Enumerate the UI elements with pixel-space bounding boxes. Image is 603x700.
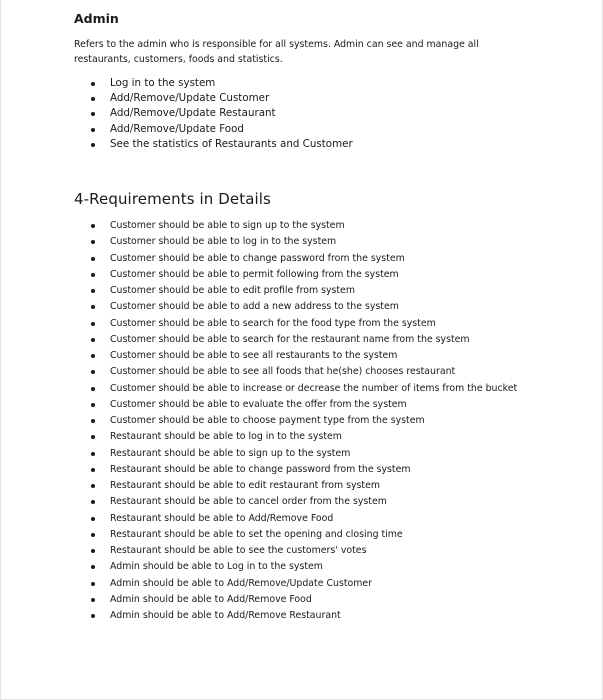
list-item: Customer should be able to search for the food type from the system: [91, 316, 517, 332]
admin-description: Refers to the admin who is responsible for all systems. Admin can see and manage all restaurants, customers, foods and statistics.: [74, 39, 479, 65]
list-item: Customer should be able to permit following from the system: [91, 267, 517, 283]
list-item: See the statistics of Restaurants and Customer: [91, 137, 353, 152]
list-item: Admin should be able to Add/Remove/Update Customer: [91, 576, 517, 592]
list-item: Log in to the system: [91, 76, 353, 91]
list-item: Restaurant should be able to edit restaurant from system: [91, 478, 517, 494]
list-item: Restaurant should be able to log in to the system: [91, 429, 517, 445]
list-item: Customer should be able to see all restaurants to the system: [91, 348, 517, 364]
admin-capabilities-list: [91, 76, 353, 152]
list-item: Customer should be able to see all foods that he(she) chooses restaurant: [91, 364, 517, 380]
list-item: Admin should be able to Add/Remove Restaurant: [91, 608, 517, 624]
list-item: Customer should be able to log in to the system: [91, 234, 517, 250]
list-item: Restaurant should be able to Add/Remove Food: [91, 511, 517, 527]
list-item: Admin should be able to Log in to the system: [91, 559, 517, 575]
list-item: Customer should be able to add a new address to the system: [91, 299, 517, 315]
list-item: Restaurant should be able to change password from the system: [91, 462, 517, 478]
list-item: Customer should be able to evaluate the offer from the system: [91, 397, 517, 413]
list-item: Customer should be able to choose payment type from the system: [91, 413, 517, 429]
list-item: Add/Remove/Update Food: [91, 122, 353, 137]
list-item: Add/Remove/Update Restaurant: [91, 106, 353, 121]
list-item: Customer should be able to sign up to the system: [91, 218, 517, 234]
list-item: Customer should be able to increase or decrease the number of items from the bucket: [91, 381, 517, 397]
list-item: Customer should be able to edit profile from system: [91, 283, 517, 299]
list-item: Admin should be able to Add/Remove Food: [91, 592, 517, 608]
list-item: Restaurant should be able to set the opening and closing time: [91, 527, 517, 543]
requirements-heading: 4-Requirements in Details: [74, 190, 271, 208]
list-item: Customer should be able to search for the restaurant name from the system: [91, 332, 517, 348]
list-item: Restaurant should be able to cancel order from the system: [91, 494, 517, 510]
admin-heading: Admin: [74, 11, 119, 26]
list-item: Customer should be able to change password from the system: [91, 251, 517, 267]
list-item: Restaurant should be able to see the customers' votes: [91, 543, 517, 559]
list-item: Add/Remove/Update Customer: [91, 91, 353, 106]
requirements-list: [91, 218, 517, 624]
list-item: Restaurant should be able to sign up to the system: [91, 446, 517, 462]
